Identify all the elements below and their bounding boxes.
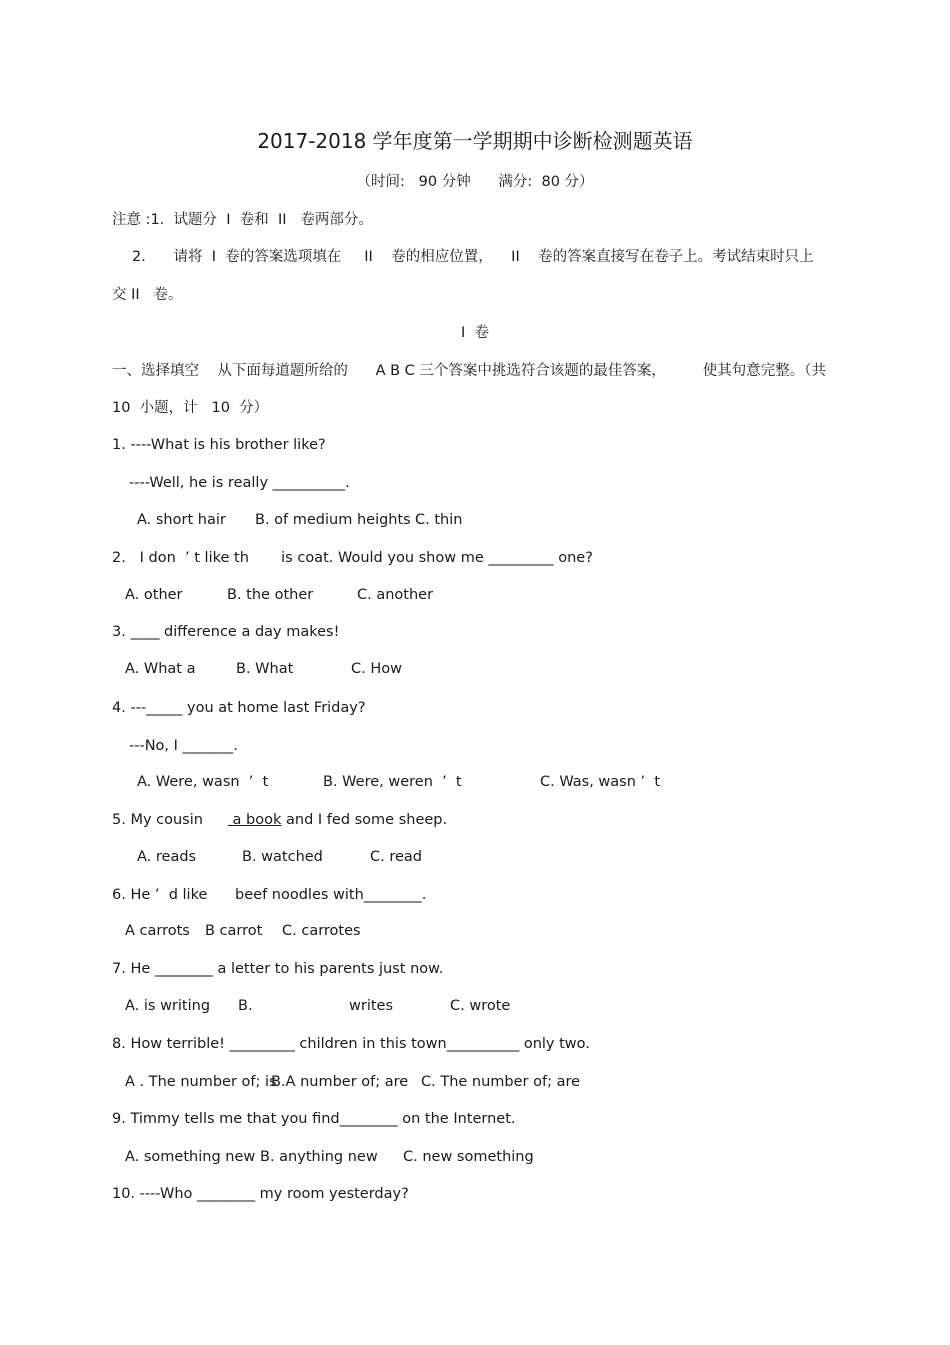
- question-2-option-c: C. another: [357, 587, 434, 603]
- question-9-option-c: C. new something: [403, 1149, 534, 1165]
- question-7: 7. He ________ a letter to his parents just now.: [112, 961, 444, 977]
- question-5: [112, 810, 447, 830]
- question-9: 9. Timmy tells me that you find________ on the Internet.: [112, 1111, 516, 1127]
- exam-time-score: （时间: 90 分钟 满分: 80 分）: [356, 174, 594, 190]
- question-1-option-b: B. of medium heights: [255, 512, 411, 528]
- question-8-option-b: B.A number of; are: [271, 1074, 409, 1090]
- question-6-option-c: C. carrotes: [282, 923, 361, 939]
- note-line-3: 交 II 卷。: [112, 287, 183, 303]
- question-3-option-c: C. How: [351, 661, 402, 677]
- question-8-option-c: C. The number of; are: [421, 1074, 581, 1090]
- question-8-option-a: A . The number of; is: [125, 1074, 277, 1090]
- question-4-option-b: B. Were, weren ’ t: [323, 774, 462, 790]
- question-6-option-a: A carrots: [125, 923, 190, 939]
- question-6-option-b: B carrot: [205, 923, 263, 939]
- question-9-option-b: B. anything new: [260, 1149, 378, 1165]
- note-line-1: 注意 :1. 试题分 I 卷和 II 卷两部分。: [112, 212, 373, 228]
- instruction-line-2: 10 小题，计 10 分）: [112, 400, 269, 416]
- question-1-option-c: C. thin: [415, 512, 463, 528]
- question-3: 3. ____ difference a day makes!: [112, 624, 340, 640]
- question-3-option-b: B. What: [236, 661, 294, 677]
- question-4: 4. ---_____ you at home last Friday?: [112, 700, 366, 716]
- section-title: I 卷: [461, 325, 489, 341]
- question-5-end: and I fed some sheep.: [281, 812, 448, 828]
- question-7-option-a: A. is writing: [125, 998, 211, 1014]
- question-5-option-b: B. watched: [242, 849, 323, 865]
- instruction-line-1: 一、选择填空 从下面每道题所给的 A B C 三个答案中挑选符合该题的最佳答案， 使其句意完整。（共: [112, 363, 827, 379]
- question-5-option-c: C. read: [370, 849, 422, 865]
- note-line-2: 2. 请将 I 卷的答案选项填在 II 卷的相应位置， II 卷的答案直接写在卷子上。考试结束时只上: [132, 249, 814, 265]
- question-2-option-a: A. other: [125, 587, 183, 603]
- question-7-option-b: B.: [238, 998, 253, 1014]
- question-10: 10. ----Who ________ my room yesterday?: [112, 1186, 409, 1202]
- question-2: 2. I don ’ t like th is coat. Would you show me _________ one?: [112, 550, 593, 566]
- question-7-option-b-text: writes: [349, 998, 394, 1014]
- question-4-reply: ---No, I _______.: [129, 738, 238, 754]
- question-4-option-a: A. Were, wasn ’ t: [137, 774, 269, 790]
- question-5-underlined: a book: [227, 812, 282, 828]
- question-8: 8. How terrible! _________ children in this town__________ only two.: [112, 1036, 590, 1052]
- question-4-option-c: C. Was, wasn ’ t: [540, 774, 661, 790]
- question-2-option-b: B. the other: [227, 587, 314, 603]
- question-6: 6. He ’ d like beef noodles with________.: [112, 887, 427, 903]
- question-9-option-a: A. something new: [125, 1149, 256, 1165]
- document-title: 2017-2018 学年度第一学期期中诊断检测题英语: [257, 129, 693, 153]
- question-5-start: 5. My cousin: [112, 812, 203, 828]
- question-5-option-a: A. reads: [137, 849, 197, 865]
- question-3-option-a: A. What a: [125, 661, 196, 677]
- question-1-reply: ----Well, he is really __________.: [129, 475, 350, 491]
- question-1-option-a: A. short hair: [137, 512, 226, 528]
- question-1: 1. ----What is his brother like?: [112, 437, 326, 453]
- question-7-option-c: C. wrote: [450, 998, 511, 1014]
